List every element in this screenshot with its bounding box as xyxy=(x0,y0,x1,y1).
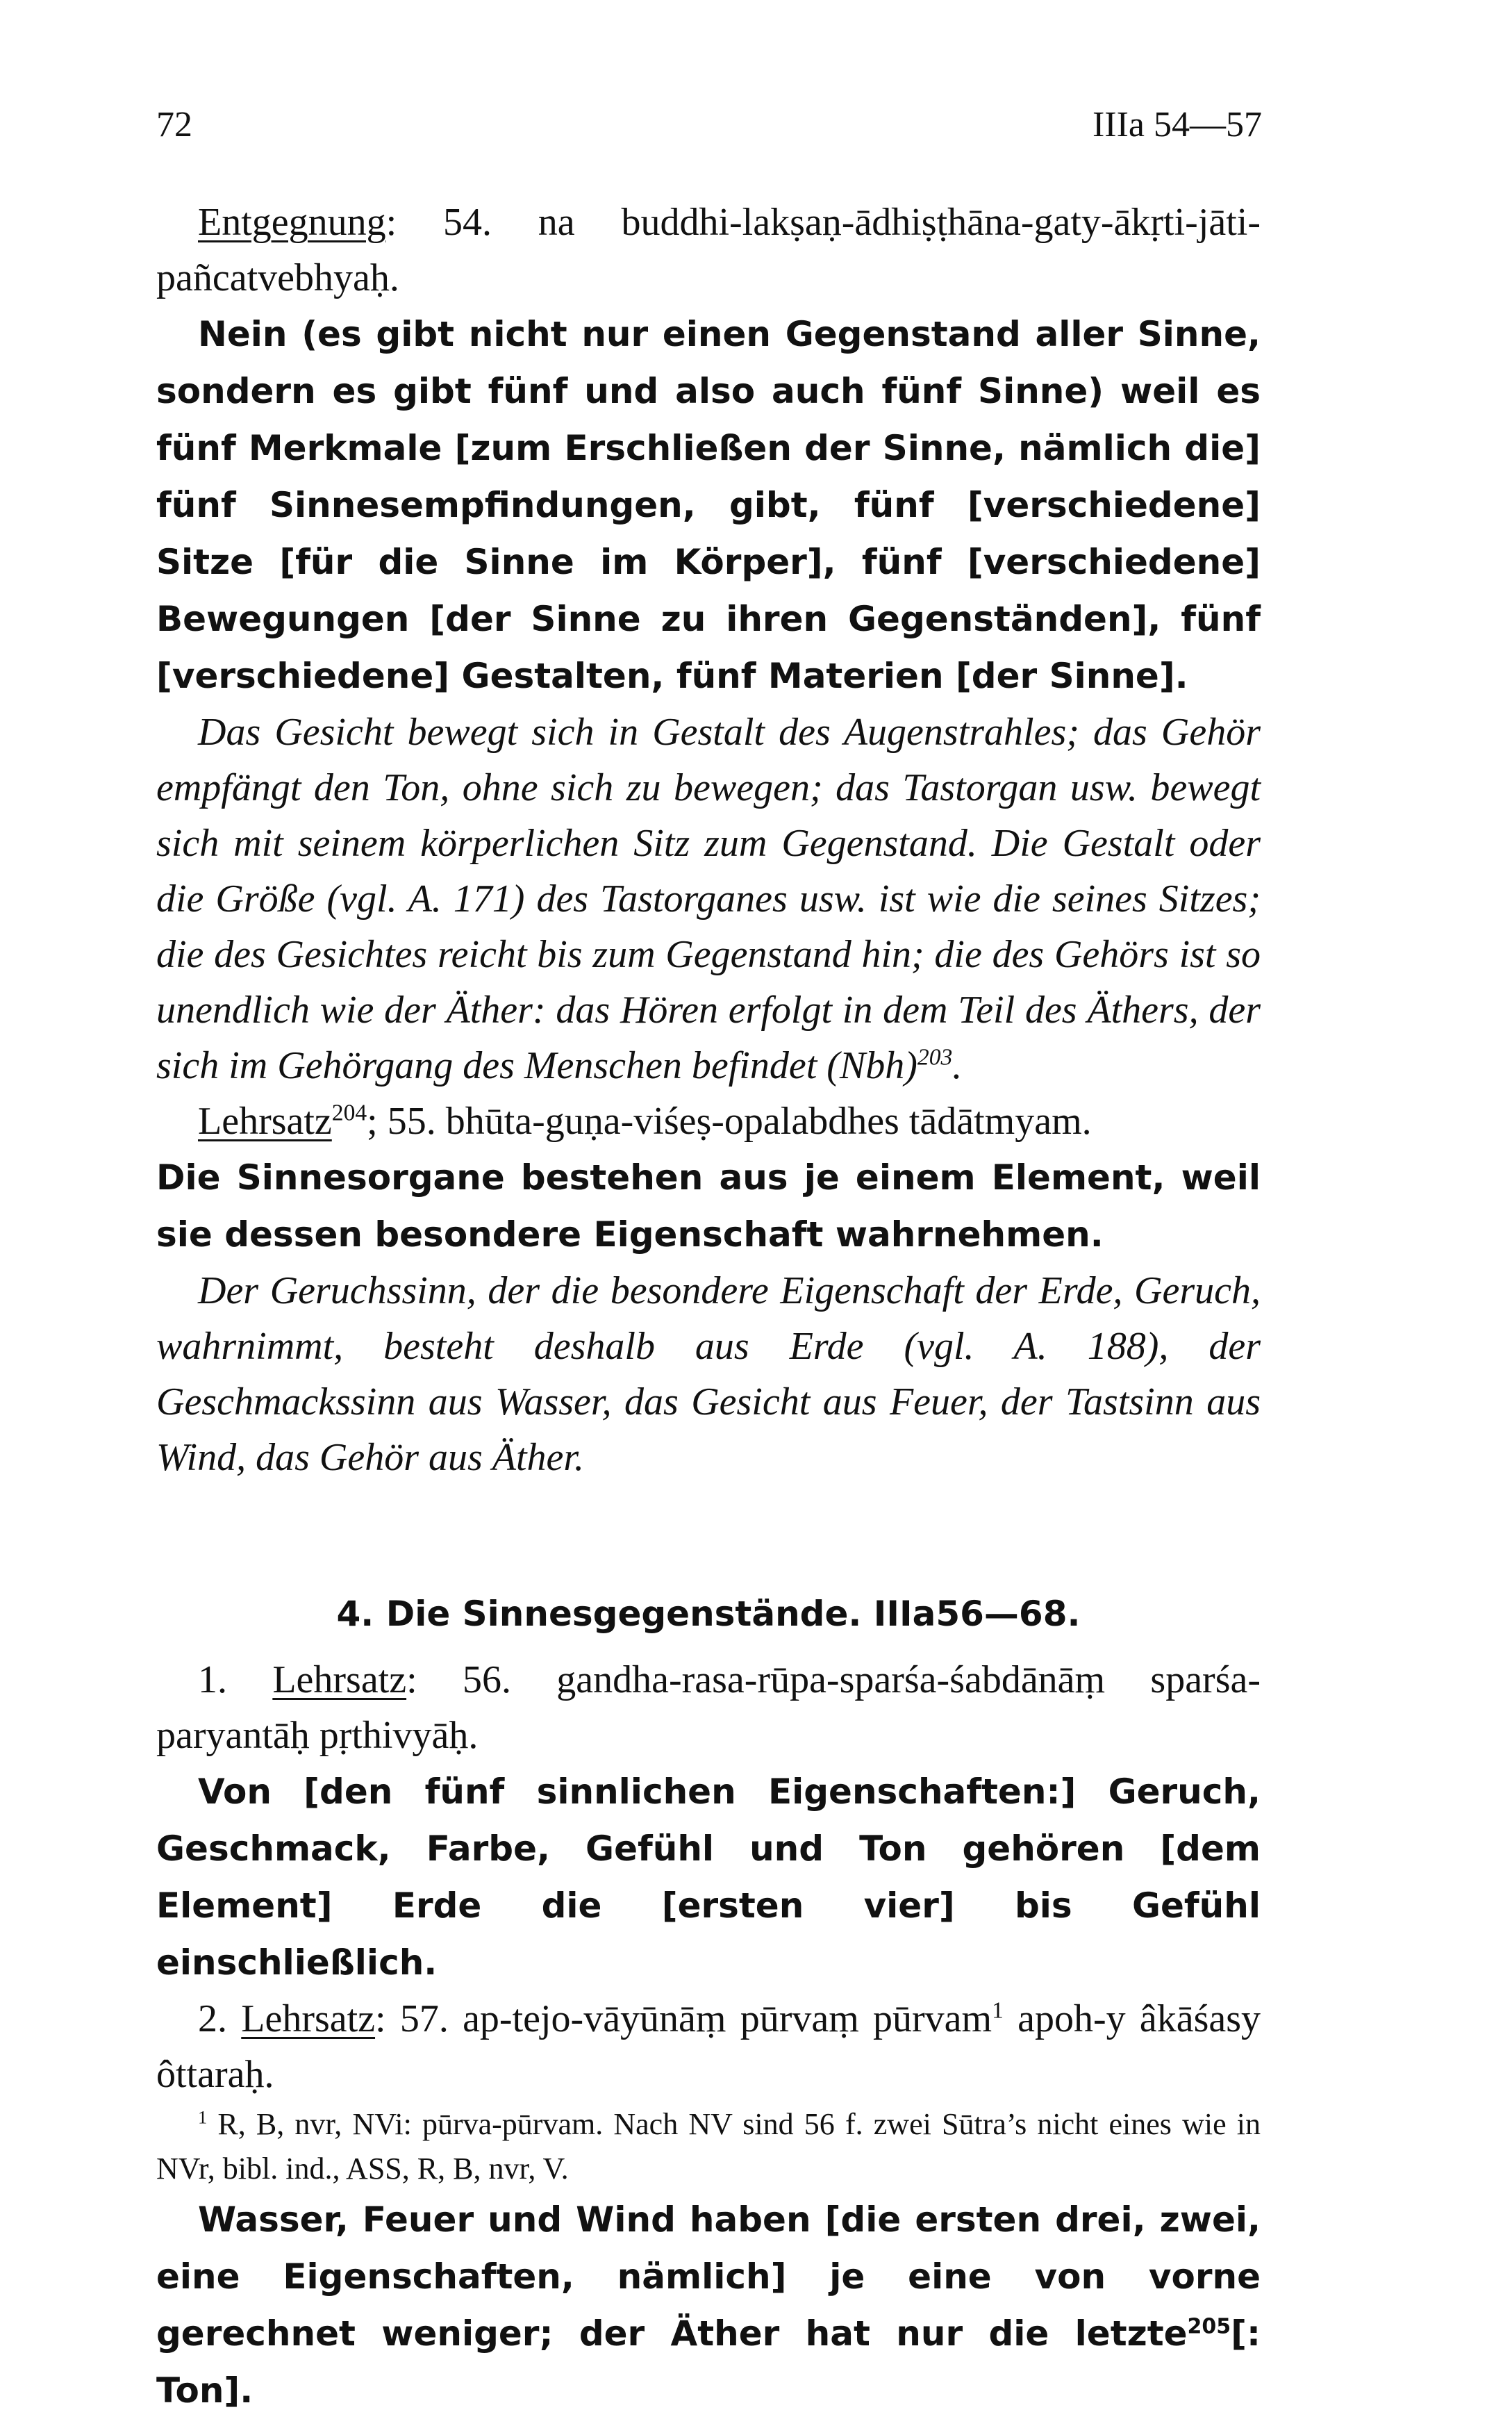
page-number: 72 xyxy=(156,105,192,145)
sutra-57-end: apoh-y âkāśasy ôttaraḥ. xyxy=(156,1997,1261,2096)
translation-56: Von [den fünf sinnlichen Eigenschaften:] Geruch, Geschmack, Farbe, Gefühl und Ton gehören [dem Element] Erde die [ersten vier] bis Gefühl einschließlich. xyxy=(156,1772,1261,1983)
section-heading: 4. Die Sinnesgegenstände. IIIa56—68. xyxy=(336,1594,1081,1634)
sutra-56-number: 1. xyxy=(198,1658,273,1701)
sutra-56 xyxy=(156,1652,1261,1763)
translation-57-text: Wasser, Feuer und Wind haben [die ersten drei, zwei, eine Eigenschaften, nämlich] je eine von vorne gerechnet weniger; der Äther hat nur die letzte xyxy=(156,2199,1261,2354)
commentary-55: Der Geruchssinn, der die besondere Eigenschaft der Erde, Geruch, wahrnimmt, besteht deshalb aus Erde (vgl. A. 188), der Geschmackssinn aus Wasser, das Gesicht aus Feuer, der Tastsinn aus Wind, das Gehör aus Äther. xyxy=(156,1269,1261,1479)
footnote-text: R, B, nvr, NVi: pūrva-pūrvam. Nach NV sind 56 f. zwei Sūtra’s nicht eines wie in NVr, bibl. ind., ASS, R, B, nvr, V. xyxy=(156,2107,1261,2186)
translation-57-end: [: Ton]. xyxy=(156,2313,1261,2411)
sutra-55-label: Lehrsatz xyxy=(198,1100,332,1143)
translation-57 xyxy=(156,2191,1261,2419)
sutra-54-text: : 54. na buddhi-lakṣaṇ-ādhiṣṭhāna-gaty-ākṛti-jāti-pañcatvebhyaḥ. xyxy=(156,201,1261,299)
sutra-56-label: Lehrsatz xyxy=(272,1658,407,1701)
commentary-54-text: Das Gesicht bewegt sich in Gestalt des Augenstrahles; das Gehör empfängt den Ton, ohne sich zu bewegen; das Tastorgan usw. bewegt sich mit seinem körperlichen Sitz zum Gegenstand. Die Gestalt oder die Größe (vgl. A. 171) des Tastorganes usw. ist wie die seines Sitzes; die des Gesichtes reicht bis zum Gegenstand hin; die des Gehörs ist so unendlich wie der Äther: das Hören erfolgt in dem Teil des Äthers, der sich im Gehörgang des Menschen befindet (Nbh) xyxy=(156,711,1261,1087)
sutra-57-text: : 57. ap-tejo-vāyūnāṃ pūrvaṃ pūrvam xyxy=(375,1997,992,2040)
commentary-54-end: . xyxy=(952,1044,963,1087)
sutra-57 xyxy=(156,1991,1261,2102)
translation-55: Die Sinnesorgane bestehen aus je einem Element, weil sie dessen besondere Eigenschaft wahrnehmen. xyxy=(156,1157,1261,1255)
note-ref-204: 204 xyxy=(331,1100,367,1126)
running-head: IIIa 54—57 xyxy=(1092,105,1262,145)
page-body xyxy=(156,195,1261,2419)
note-ref-203: 203 xyxy=(917,1044,953,1071)
sutra-57-label: Lehrsatz xyxy=(241,1997,376,2040)
sutra-55-text: ; 55. bhūta-guṇa-viśeṣ-opalabdhes tādātmyam. xyxy=(367,1100,1092,1143)
sutra-54-label: Entgegnung xyxy=(198,201,386,244)
sutra-54 xyxy=(156,195,1261,306)
note-ref-1: 1 xyxy=(992,1997,1004,2024)
note-ref-205: 205 xyxy=(1187,2314,1231,2339)
translation-54: Nein (es gibt nicht nur einen Gegenstand aller Sinne, sondern es gibt fünf und also auch fünf Sinne) weil es fünf Merkmale [zum Erschließen der Sinne, nämlich die] fünf Sinnesempfindungen, gibt, fünf [verschiedene] Sitze [für die Sinne im Körper], fünf [verschiedene] Bewegungen [der Sinne zu ihren Gegenständen], fünf [verschiedene] Gestalten, fünf Materien [der Sinne]. xyxy=(156,314,1261,696)
commentary-54 xyxy=(156,704,1261,1093)
sutra-55 xyxy=(156,1093,1261,1149)
sutra-56-text: : 56. gandha-rasa-rūpa-sparśa-śabdānāṃ sparśa-paryantāḥ pṛthivyāḥ. xyxy=(156,1658,1261,1757)
footnote-mark: 1 xyxy=(198,2106,208,2128)
footnote-1 xyxy=(156,2102,1261,2191)
sutra-57-number: 2. xyxy=(198,1997,242,2040)
page-header xyxy=(0,104,1512,160)
